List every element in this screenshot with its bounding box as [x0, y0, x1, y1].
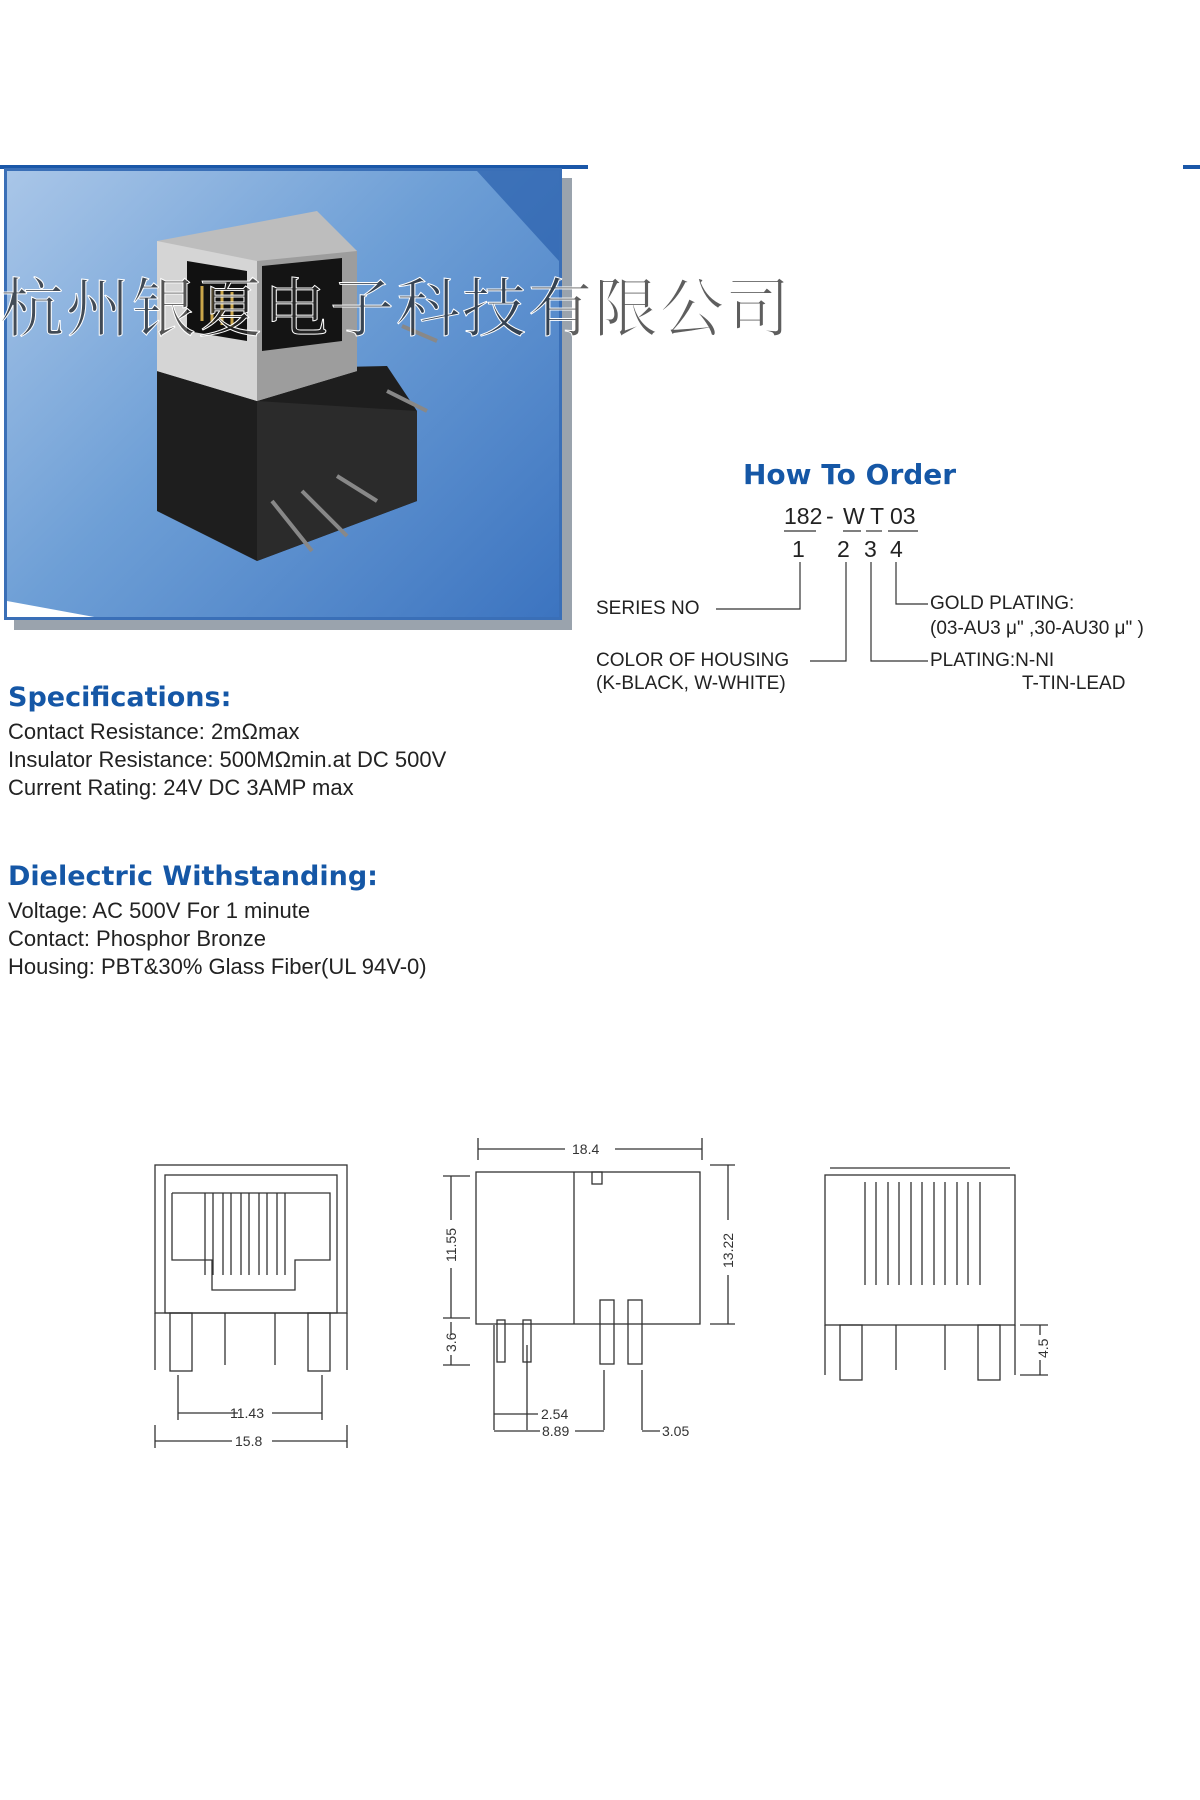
label-color-options: (K-BLACK, W-WHITE) [596, 673, 786, 694]
label-plating-options: T-TIN-LEAD [1022, 673, 1126, 694]
label-gold-options: (03-AU3 μ" ,30-AU30 μ" ) [930, 618, 1144, 639]
side-view-drawing [443, 1138, 735, 1431]
dim-side-length: 18.4 [572, 1141, 600, 1157]
dielectric-title: Dielectric Withstanding: [8, 861, 378, 892]
company-watermark: 杭州银夏电子科技有限公司 [0, 273, 792, 347]
dim-side-height-left: 11.55 [443, 1228, 459, 1262]
label-plating: PLATING:N-NI [930, 650, 1055, 671]
spec-line: Contact Resistance: 2mΩmax [8, 719, 300, 744]
dim-rear-pin: 4.5 [1035, 1338, 1051, 1358]
dim-front-inner: 11.43 [230, 1405, 264, 1421]
position-3: 3 [864, 536, 877, 562]
dim-side-height-right: 13.22 [720, 1232, 736, 1268]
code-housing: W [843, 503, 865, 529]
spec-line: Current Rating: 24V DC 3AMP max [8, 775, 354, 800]
dim-pitch-total: 8.89 [542, 1423, 570, 1439]
label-color-of-housing: COLOR OF HOUSING [596, 650, 790, 671]
dielectric-line: Housing: PBT&30% Glass Fiber(UL 94V-0) [8, 954, 427, 979]
dim-front-outer: 15.8 [235, 1433, 263, 1449]
rear-view-drawing [825, 1168, 1048, 1380]
code-sep: - [826, 503, 834, 529]
dim-side-pin: 3.6 [443, 1332, 459, 1352]
label-gold-plating: GOLD PLATING: [930, 593, 1075, 614]
code-plating: T [870, 503, 885, 529]
code-series: 182 [784, 503, 823, 529]
how-to-order-title: How To Order [743, 458, 957, 491]
dielectric-line: Voltage: AC 500V For 1 minute [8, 898, 311, 923]
specifications-title: Specifications: [8, 682, 232, 713]
position-4: 4 [890, 536, 903, 562]
spec-line: Insulator Resistance: 500MΩmin.at DC 500V [8, 747, 447, 772]
code-gold: 03 [890, 503, 916, 529]
dielectric-line: Contact: Phosphor Bronze [8, 926, 267, 951]
dim-offset: 3.05 [662, 1423, 690, 1439]
position-1: 1 [792, 536, 805, 562]
dim-pitch: 2.54 [541, 1406, 569, 1422]
position-2: 2 [837, 536, 850, 562]
label-series-no: SERIES NO [596, 598, 700, 619]
